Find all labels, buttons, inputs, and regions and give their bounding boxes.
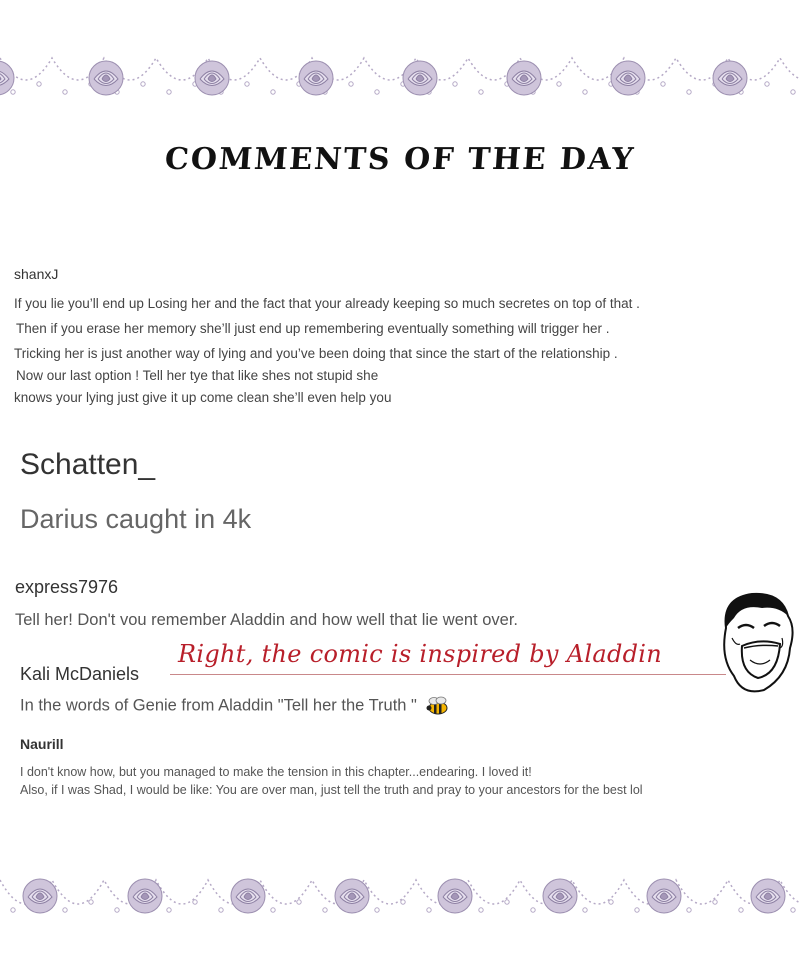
lace-dot <box>375 90 379 94</box>
lace-dot <box>479 908 483 912</box>
lace-dot <box>609 900 613 904</box>
lace-dot <box>791 908 795 912</box>
lace-dot <box>791 90 795 94</box>
comment-1-line-1: If you lie you’ll end up Losing her and the fact that your already keeping so much secretes on top of that . <box>14 296 640 311</box>
comment-3-line-1: Tell her! Don't vou remember Aladdin and how well that lie went over. <box>15 611 519 629</box>
lace-dot <box>635 908 639 912</box>
lace-dot <box>427 908 431 912</box>
lace-dot <box>141 82 145 86</box>
lace-dot <box>765 82 769 86</box>
comment-2-line-1: Darius caught in 4k <box>20 504 252 534</box>
rose-lace-border-top <box>0 40 800 120</box>
lace-dot <box>271 908 275 912</box>
lace-dot <box>297 900 301 904</box>
comment-1-line-5: knows your lying just give it up come clean she’ll even help you <box>14 390 392 405</box>
rose-icon <box>713 61 747 95</box>
rose-icon <box>231 879 265 913</box>
lace-dot <box>349 82 353 86</box>
rose-icon <box>299 61 333 95</box>
annotation-underline <box>170 674 726 675</box>
lace-dot <box>531 908 535 912</box>
lace-dot <box>557 82 561 86</box>
rose-icon <box>89 61 123 95</box>
laughing-meme-face-icon <box>712 588 798 698</box>
lace-dot <box>271 90 275 94</box>
comment-5-line-2: Also, if I was Shad, I would be like: You are over man, just tell the truth and pray to your ancestors for the best lol <box>20 783 643 797</box>
comment-4-username: Kali McDaniels <box>20 664 140 684</box>
lace-dot <box>167 908 171 912</box>
lace-dot <box>115 908 119 912</box>
lace-dot <box>739 908 743 912</box>
rose-icon <box>611 61 645 95</box>
comment-4-line-wrapper <box>20 696 450 716</box>
rose-icon <box>195 61 229 95</box>
lace-dot <box>375 908 379 912</box>
lace-dot <box>11 90 15 94</box>
comment-1-username: shanxJ <box>14 266 59 282</box>
lace-dot <box>89 900 93 904</box>
comment-5-username: Naurill <box>20 736 64 752</box>
lace-dot <box>401 900 405 904</box>
lace-dot <box>245 82 249 86</box>
page-title: COMMENTS OF THE DAY <box>163 142 637 177</box>
comment-4-line-1: In the words of Genie from Aladdin "Tell her the Truth " <box>20 696 417 715</box>
lace-dot <box>583 90 587 94</box>
rose-icon <box>751 879 785 913</box>
rose-icon <box>23 879 57 913</box>
rose-icon <box>543 879 577 913</box>
comment-1-line-4: Now our last option ! Tell her tye that like shes not stupid she <box>16 368 379 383</box>
lace-dot <box>323 908 327 912</box>
lace-dot <box>63 90 67 94</box>
rose-icon <box>438 879 472 913</box>
comment-2-username: Schatten_ <box>20 448 156 481</box>
rose-icon <box>128 879 162 913</box>
lace-dot <box>63 908 67 912</box>
lace-dot <box>505 900 509 904</box>
comment-5-line-1: I don't know how, but you managed to make the tension in this chapter...endearing. I loved it! <box>20 765 532 779</box>
rose-icon <box>507 61 541 95</box>
lace-dot <box>193 900 197 904</box>
lace-dot <box>583 908 587 912</box>
lace-dot <box>713 900 717 904</box>
lace-dot <box>453 82 457 86</box>
lace-dot <box>687 90 691 94</box>
rose-icon <box>647 879 681 913</box>
rose-icon <box>403 61 437 95</box>
comment-1-line-3: Tricking her is just another way of lying and you’ve been doing that since the start of the relationship . <box>14 346 618 361</box>
comment-3-username: express7976 <box>15 577 119 597</box>
lace-dot <box>479 90 483 94</box>
lace-dot <box>661 82 665 86</box>
bee-emoji-icon <box>424 696 450 716</box>
rose-lace-border-bottom <box>0 858 800 938</box>
rose-icon <box>335 879 369 913</box>
lace-dot <box>219 908 223 912</box>
lace-dot <box>687 908 691 912</box>
lace-dot <box>11 908 15 912</box>
comment-1-line-2: Then if you erase her memory she’ll just end up remembering eventually something will trigger her . <box>16 321 610 336</box>
lace-dot <box>167 90 171 94</box>
lace-dot <box>37 82 41 86</box>
annotation-text: Right, the comic is inspired by Aladdin <box>178 640 663 668</box>
